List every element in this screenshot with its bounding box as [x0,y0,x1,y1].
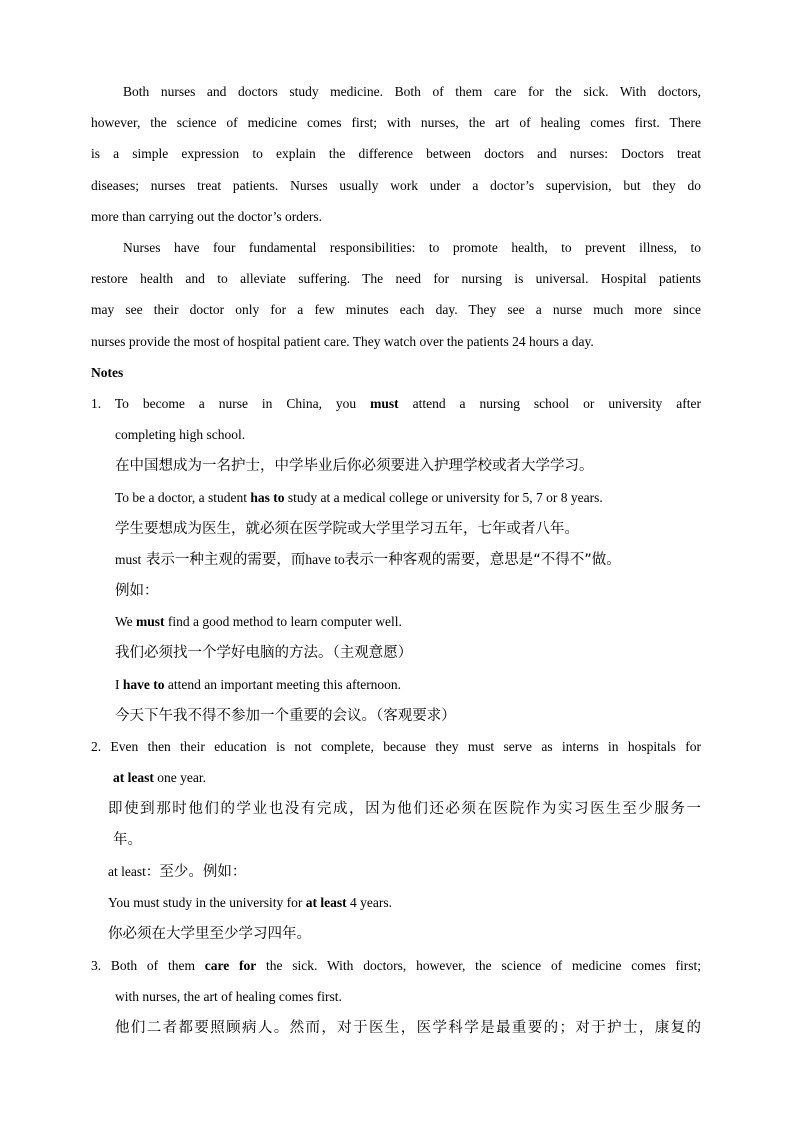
p1-line-5: more than carrying out the doctor’s orders. [91,209,323,224]
note1-expl-must: must [115,552,142,567]
note1-explanation [115,550,621,570]
note2-ex-text-a: You must study in the university for [108,895,303,910]
note1-translation-3: 我们必须找一个学好电脑的方法。（主观意愿） [115,645,413,661]
note2-translation-2: 你必须在大学里至少学习四年。 [108,926,311,942]
p1-line-1: Both nurses and doctors study medicine. Both of them care for the sick. With doctors, [123,84,701,99]
note1-ex2-keyword: has to [250,490,285,505]
note2-ex-text-b: 4 years. [350,895,392,910]
note2-line-2-text: one year. [157,770,206,785]
note1-example-4 [115,675,401,695]
note3-translation-1: 他们二者都要照顾病人。然而，对于医生，医学科学是最重要的；对于护士，康复的 [115,1020,701,1036]
p2-line-4: nurses provide the most of hospital patient care. They watch over the patients 24 hours a day. [91,334,594,349]
note1-text-a: 1. To become a nurse in China, you [91,396,357,411]
note1-ex4-text-a: I [115,677,120,692]
note2-line-2 [113,768,206,788]
note2-ex-keyword: at least [305,895,347,910]
p1-line-4: diseases; nurses treat patients. Nurses usually work under a doctor’s supervision, but they do [91,178,701,193]
note1-ex3-text-a: We [115,614,133,629]
note1-ex4-text-b: attend an important meeting this afternoon. [167,677,402,692]
note2-translation-1a: 即使到那时他们的学业也没有完成，因为他们还必须在医院作为实习医生至少服务一 [108,801,701,817]
note1-ex2-text-a: To be a doctor, a student [115,490,247,505]
note3-text-a: 3. Both of them [91,958,195,973]
note1-ex4-keyword: have to [122,677,165,692]
note2-line-1: 2. Even then their education is not complete, because they must serve as interns in hospitals for [91,739,701,754]
note3-keyword: care for [204,958,257,973]
note1-line-1 [91,394,701,414]
p2-line-2: restore health and to alleviate suffering. The need for nursing is universal. Hospital patients [91,271,701,286]
note3-line-2: with nurses, the art of healing comes first. [115,989,342,1004]
note3-line-1 [91,956,701,976]
note1-ex3-text-b: find a good method to learn computer well. [167,614,402,629]
note2-expl-at-least: at least： [108,864,160,879]
note1-ex3-keyword: must [136,614,165,629]
note1-translation-1: 在中国想成为一名护士，中学毕业后你必须要进入护理学校或者大学学习。 [115,458,594,474]
note3-text-b: the sick. With doctors, however, the science of medicine comes first; [266,958,701,973]
p1-line-3: is a simple expression to explain the difference between doctors and nurses: Doctors treat [91,146,701,161]
note1-line-2: completing high school. [115,427,246,442]
note2-translation-1b: 年。 [113,832,142,848]
note1-example-label: 例如： [115,583,159,599]
note1-expl-text-1: 表示一种主观的需要，而 [145,552,306,568]
note2-explanation [108,862,246,882]
p2-line-3: may see their doctor only for a few minutes each day. They see a nurse much more since [91,302,701,317]
note2-keyword: at least [113,770,154,785]
note2-example [108,893,392,913]
note1-translation-4: 今天下午我不得不参加一个重要的会议。（客观要求） [115,708,456,724]
note1-expl-text-2: 表示一种客观的需要，意思是“不得不”做。 [344,552,621,568]
note1-text-b: attend a nursing school or university after [412,396,701,411]
note1-expl-have-to: have to [305,552,345,567]
note1-keyword-must: must [370,396,399,411]
note2-expl-text: 至少。例如： [159,864,247,880]
notes-heading: Notes [91,365,124,380]
note1-translation-2: 学生要想成为医生，就必须在医学院或大学里学习五年，七年或者八年。 [115,521,579,537]
p2-line-1: Nurses have four fundamental responsibilities: to promote health, to prevent illness, to [123,240,701,255]
p1-line-2: however, the science of medicine comes first; with nurses, the art of healing comes first. There [91,115,701,130]
note1-example-2 [115,488,603,508]
note1-ex2-text-b: study at a medical college or university for 5, 7 or 8 years. [287,490,603,505]
note1-example-3 [115,612,402,632]
